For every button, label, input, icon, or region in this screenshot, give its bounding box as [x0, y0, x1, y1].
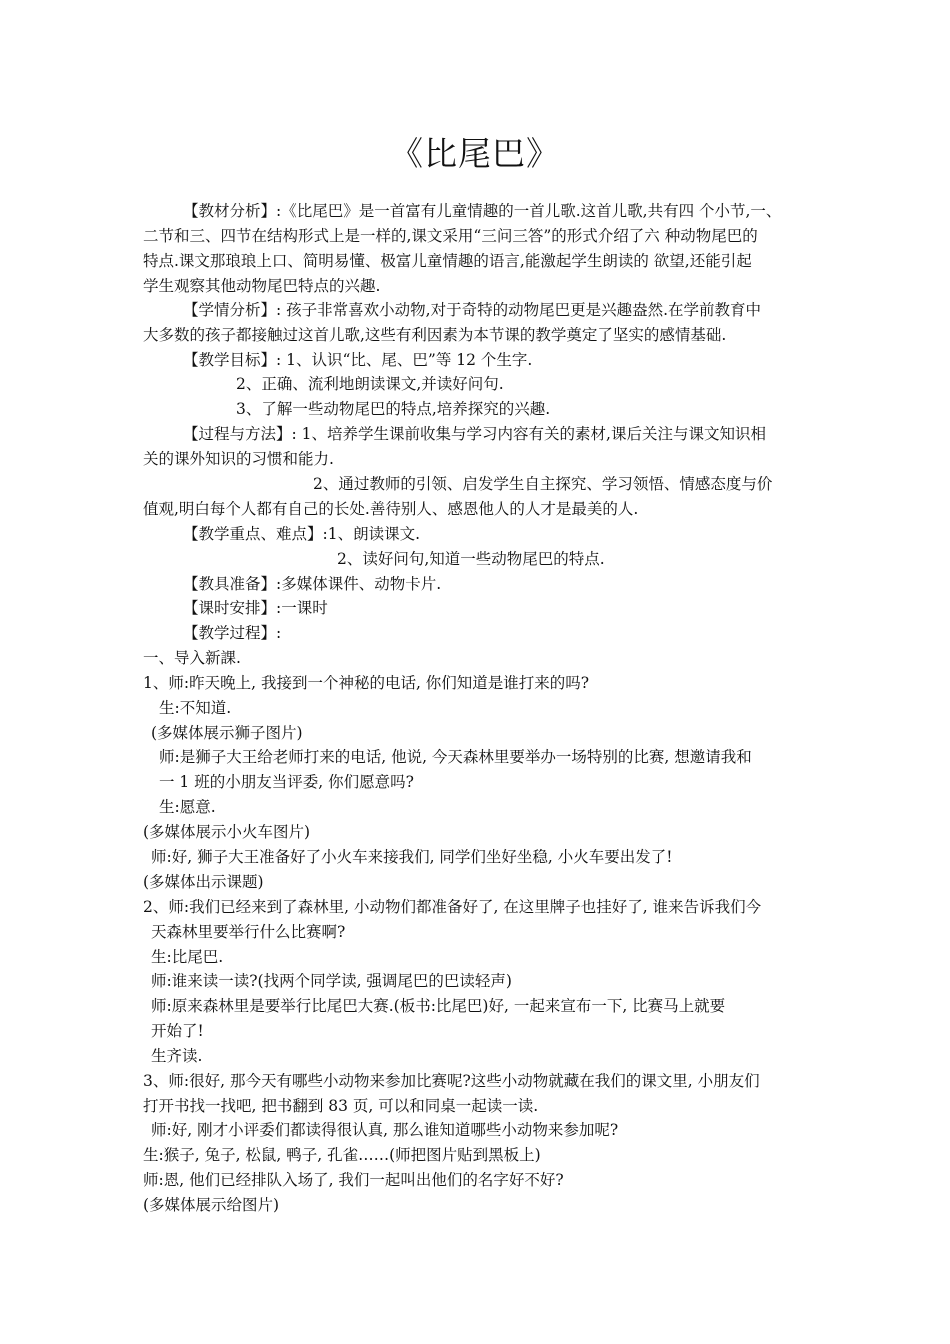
text-line: 开始了! — [151, 1022, 204, 1040]
text-line: 3、了解一些动物尾巴的特点,培养探究的兴趣. — [236, 400, 551, 418]
text-line: 学生观察其他动物尾巴特点的兴趣. — [143, 277, 381, 295]
text-line: 打开书找一找吧, 把书翻到 83 页, 可以和同桌一起读一读. — [143, 1097, 539, 1115]
text-line: 2、师:我们已经来到了森林里, 小动物们都准备好了, 在这里牌子也挂好了, 谁来告诉我们今 — [143, 898, 762, 916]
text-line: 【过程与方法】: 1、培养学生课前收集与学习内容有关的素材,课后关注与课文知识相 — [183, 425, 766, 443]
text-line: (多媒体展示小火车图片) — [143, 823, 311, 841]
text-line: (多媒体展示狮子图片) — [151, 724, 303, 742]
text-line: 【课时安排】:一课时 — [183, 599, 328, 617]
text-line: 师:原来森林里是要举行比尾巴大赛.(板书:比尾巴)好, 一起来宣布一下, 比赛马上就要 — [151, 997, 726, 1015]
text-line: 【教学目标】: 1、认识“比、尾、巴”等 12 个生字. — [183, 351, 533, 369]
text-line: 一 1 班的小朋友当评委, 你们愿意吗? — [159, 773, 414, 791]
text-line: 生:不知道. — [159, 699, 232, 717]
text-line: 师:谁来读一读?(找两个同学读, 强调尾巴的巴读轻声) — [151, 972, 512, 990]
text-line: 2、读好问句,知道一些动物尾巴的特点. — [337, 550, 605, 568]
text-line: 生:猴子, 兔子, 松鼠, 鸭子, 孔雀……(师把图片贴到黑板上) — [143, 1146, 541, 1164]
text-line: 特点.课文那琅琅上口、简明易懂、极富儿童情趣的语言,能激起学生朗读的 欲望,还能引起 — [143, 252, 752, 270]
text-line: 师:好, 刚才小评委们都读得很认真, 那么谁知道哪些小动物来参加呢? — [151, 1121, 619, 1139]
text-line: 生齐读. — [151, 1047, 203, 1065]
text-line: 天森林里要举行什么比赛啊? — [151, 923, 346, 941]
text-line: 3、师:很好, 那今天有哪些小动物来参加比赛呢?这些小动物就藏在我们的课文里, 小朋友们 — [143, 1072, 760, 1090]
text-line: 二节和三、四节在结构形式上是一样的,课文采用“三问三答”的形式介绍了六 种动物尾巴的 — [143, 227, 758, 245]
text-line: 【学情分析】: 孩子非常喜欢小动物,对于奇特的动物尾巴更是兴趣盎然.在学前教育中 — [183, 301, 762, 319]
text-line: 关的课外知识的习惯和能力. — [143, 450, 334, 468]
text-line: 【教具准备】:多媒体课件、动物卡片. — [183, 575, 442, 593]
text-line: 生:愿意. — [159, 798, 216, 816]
text-line: 师:好, 狮子大王准备好了小火车来接我们, 同学们坐好坐稳, 小火车要出发了! — [151, 848, 673, 866]
text-line: 师:是狮子大王给老师打来的电话, 他说, 今天森林里要举办一场特别的比赛, 想邀请我和 — [159, 748, 752, 766]
text-line: 生:比尾巴. — [151, 948, 224, 966]
text-line: 【教材分析】:《比尾巴》是一首富有儿童情趣的一首儿歌.这首儿歌,共有四 个小节,一、 — [183, 202, 782, 220]
text-line: (多媒体出示课题) — [143, 873, 264, 891]
text-line: 师:恩, 他们已经排队入场了, 我们一起叫出他们的名字好不好? — [143, 1171, 564, 1189]
text-line: 1、师:昨天晚上, 我接到一个神秘的电话, 你们知道是谁打来的吗? — [143, 674, 590, 692]
text-line: (多媒体展示给图片) — [143, 1196, 280, 1214]
text-line: 大多数的孩子都接触过这首儿歌,这些有利因素为本节课的教学奠定了坚实的感情基础. — [143, 326, 727, 344]
page-title: 《比尾巴》 — [390, 134, 560, 173]
text-line: 【教学重点、难点】:1、朗读课文. — [183, 525, 421, 543]
text-line: 2、正确、流利地朗读课文,并读好问句. — [236, 375, 504, 393]
text-line: 【教学过程】: — [183, 624, 282, 642]
text-line: 一、导入新課. — [143, 649, 241, 667]
text-line: 值观,明白每个人都有自己的长处.善待别人、感恩他人的人才是最美的人. — [143, 500, 639, 518]
text-line: 2、通过教师的引领、启发学生自主探究、学习领悟、情感态度与价 — [313, 475, 773, 493]
